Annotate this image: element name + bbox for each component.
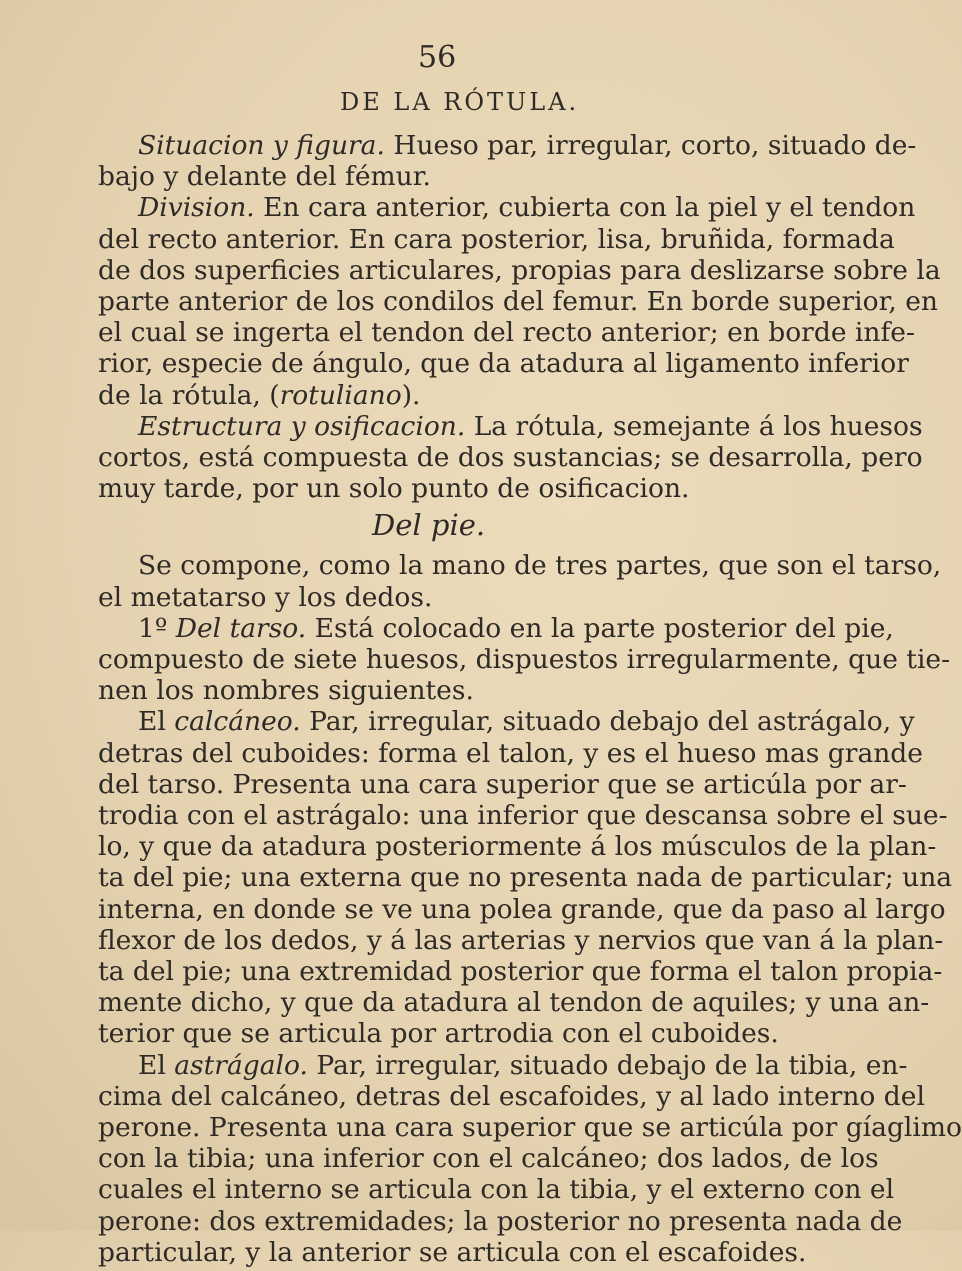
- page-number: 56: [418, 40, 457, 75]
- text-line: perone: dos extremidades; la posterior no presenta nada de: [98, 1205, 903, 1237]
- text-line: de dos superficies articulares, propias para deslizarse sobre la: [98, 254, 941, 286]
- term-label: Estructura y osificacion.: [138, 410, 466, 442]
- text-line: cima del calcáneo, detras del escafoides, y al lado interno del: [98, 1080, 925, 1112]
- text-line: terior que se articula por artrodia con el cuboides.: [98, 1018, 779, 1050]
- text-line: perone. Presenta una cara superior que se articúla por gíaglimo: [98, 1112, 962, 1143]
- term-label: calcáneo.: [174, 706, 301, 738]
- term-label: Division.: [138, 192, 255, 224]
- text-line: cuales el interno se articula con la tibia, y el externo con el: [98, 1174, 895, 1206]
- text-line: El astrágalo. Par, irregular, situado debajo de la tibia, en-: [138, 1049, 908, 1081]
- text-line: lo, y que da atadura posteriormente á los músculos de la plan-: [98, 831, 937, 863]
- text-line: Se compone, como la mano de tres partes, que son el tarso,: [138, 550, 942, 582]
- text-line: cortos, está compuesta de dos sustancias; se desarrolla, pero: [98, 442, 923, 473]
- text-line: el cual se ingerta el tendon del recto anterior; en borde infe-: [98, 317, 915, 349]
- text-line: ta del pie; una extremidad posterior que forma el talon propia-: [98, 956, 943, 987]
- text-line: El calcáneo. Par, irregular, situado debajo del astrágalo, y: [138, 706, 915, 738]
- text-line: rior, especie de ángulo, que da atadura al ligamento inferior: [98, 348, 909, 380]
- section-heading: DE LA RÓTULA.: [340, 88, 580, 116]
- text-line: parte anterior de los condilos del femur. En borde superior, en: [98, 286, 938, 317]
- subsection-heading: Del pie.: [372, 508, 486, 543]
- text-line: con la tibia; una inferior con el calcáneo; dos lados, de los: [98, 1143, 879, 1175]
- term-label: Situacion y figura.: [138, 130, 385, 161]
- text-line: el metatarso y los dedos.: [98, 581, 433, 613]
- text-line: bajo y delante del fémur.: [98, 161, 431, 193]
- text-line: nen los nombres siguientes.: [98, 675, 474, 707]
- term-label: Del tarso.: [175, 612, 307, 644]
- text-line: Estructura y osificacion. La rótula, semejante á los huesos: [138, 410, 923, 442]
- text-line: muy tarde, por un solo punto de osificacion.: [98, 473, 690, 505]
- text-line: ta del pie; una externa que no presenta nada de particular; una: [98, 862, 953, 894]
- text-line: de la rótula, (rotuliano).: [98, 379, 421, 411]
- text-line: compuesto de siete huesos, dispuestos irregularmente, que tie-: [98, 644, 951, 675]
- text-line: mente dicho, y que da atadura al tendon de aquiles; y una an-: [98, 987, 930, 1019]
- text-line: particular, y la anterior se articula con el escafoides.: [98, 1236, 807, 1268]
- text-line: flexor de los dedos, y á las arterias y nervios que van á la plan-: [98, 924, 944, 956]
- text-line: 1º Del tarso. Está colocado en la parte posterior del pie,: [138, 612, 894, 644]
- text-line: detras del cuboides: forma el talon, y es el hueso mas grande: [98, 737, 923, 769]
- text-line: del tarso. Presenta una cara superior que se articúla por ar-: [98, 768, 907, 800]
- text-line: interna, en donde se ve una polea grande, que da paso al largo: [98, 893, 946, 925]
- text-line: Division. En cara anterior, cubierta con la piel y el tendon: [138, 192, 916, 224]
- text-line: trodia con el astrágalo: una inferior que descansa sobre el sue-: [98, 800, 948, 831]
- text-line: del recto anterior. En cara posterior, lisa, bruñida, formada: [98, 223, 895, 255]
- text-line: Situacion y figura. Hueso par, irregular, corto, situado de-: [138, 130, 917, 161]
- term-label: astrágalo.: [174, 1049, 308, 1081]
